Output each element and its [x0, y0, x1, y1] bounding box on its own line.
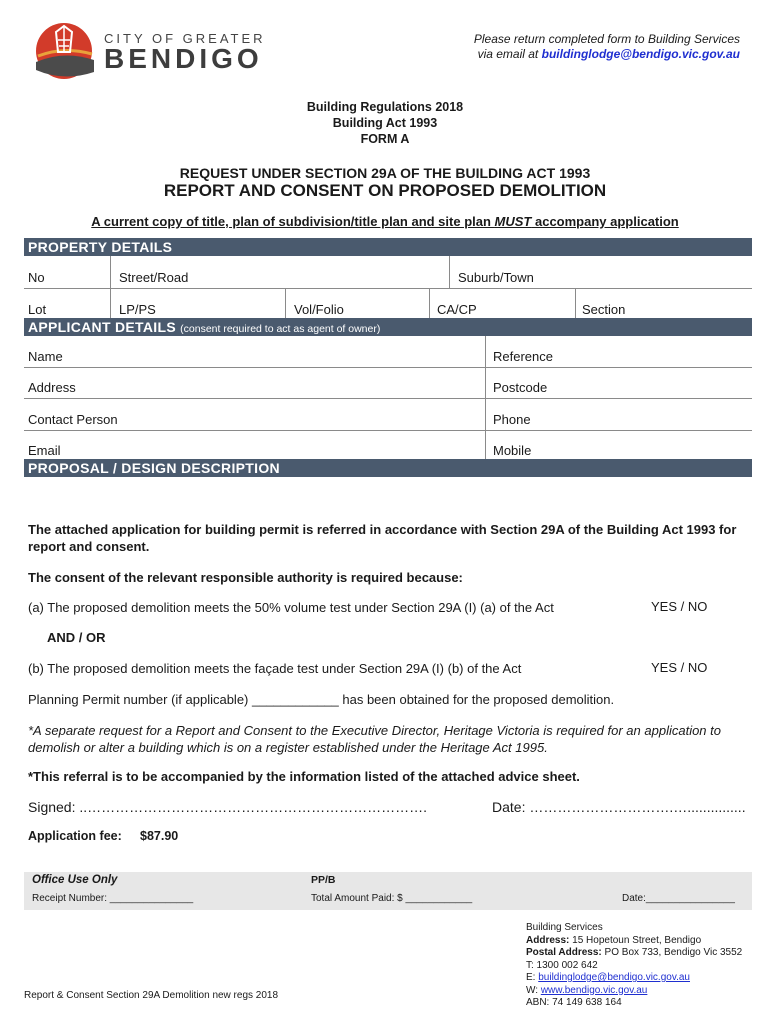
footer-web-link[interactable]: www.bendigo.vic.gov.au	[540, 984, 648, 996]
city-logo-emblem-icon	[34, 22, 98, 80]
footer-document-name: Report & Consent Section 29A Demolition new regs 2018	[24, 990, 279, 1001]
footer-address	[526, 935, 766, 948]
office-use-box	[24, 872, 752, 910]
applicant-row-divider	[24, 398, 752, 399]
footer-email-link[interactable]: buildinglodge@bendigo.vic.gov.au	[538, 972, 690, 983]
office-date[interactable]: Date:________________	[622, 893, 735, 904]
field-vol-folio[interactable]: Vol/Folio	[294, 302, 344, 317]
field-street-road[interactable]: Street/Road	[119, 270, 189, 285]
property-divider	[429, 288, 430, 320]
field-contact-person[interactable]: Contact Person	[28, 412, 118, 427]
planning-permit-line[interactable]: Planning Permit number (if applicable) ____________ has been obtained for the proposed demolition.	[28, 692, 615, 707]
proposal-item-a: (a) The proposed demolition meets the 50% volume test under Section 29A (I) (a) of the Act	[28, 600, 554, 615]
field-phone[interactable]: Phone	[493, 412, 531, 427]
regulations-line-2: Building Act 1993	[332, 116, 438, 130]
footer-phone: T: 1300 002 642	[526, 959, 598, 971]
field-no[interactable]: No	[28, 270, 45, 285]
proposal-item-b: (b) The proposed demolition meets the façade test under Section 29A (I) (b) of the Act	[28, 661, 522, 676]
footer-contact	[526, 922, 766, 1010]
heritage-note: *A separate request for a Report and Consent to the Executive Director, Heritage Victoria is required for an application to demolish or alter a building which is on a register established under the Heritage Act 1995.	[28, 723, 721, 755]
property-divider	[449, 256, 450, 288]
property-divider	[575, 288, 576, 320]
footer-address-value: 15 Hopetoun Street, Bendigo	[572, 934, 702, 946]
return-line-2	[400, 47, 740, 62]
footer-email-prefix: E:	[526, 972, 536, 983]
property-row-divider	[24, 288, 752, 289]
field-ca-cp[interactable]: CA/CP	[437, 302, 477, 317]
office-use-title: Office Use Only	[32, 874, 118, 886]
footer-email	[526, 972, 766, 985]
applicant-heading-note: (consent required to act as agent of owner)	[180, 323, 381, 335]
field-mobile[interactable]: Mobile	[493, 443, 532, 458]
and-or-label: AND / OR	[47, 630, 106, 645]
field-suburb-town[interactable]: Suburb/Town	[458, 270, 534, 285]
property-divider	[285, 288, 286, 320]
date-field[interactable]: Date: ………………………….…...............	[492, 799, 746, 815]
return-prefix: via email at	[477, 47, 539, 61]
application-fee-label: Application fee:	[28, 829, 122, 843]
proposal-consent-required: The consent of the relevant responsible authority is required because:	[28, 570, 463, 585]
logo-text-city: CITY OF GREATER	[104, 31, 266, 46]
applicant-details-heading	[24, 318, 752, 336]
field-email[interactable]: Email	[28, 443, 61, 458]
referral-note: *This referral is to be accompanied by the information listed of the attached advice sheet.	[28, 769, 580, 784]
field-postcode[interactable]: Postcode	[493, 380, 548, 395]
return-email-link[interactable]: buildinglodge@bendigo.vic.gov.au	[541, 47, 740, 61]
field-lp-ps[interactable]: LP/PS	[119, 302, 156, 317]
item-b-yes-no[interactable]: YES / NO	[651, 660, 708, 675]
footer-address-label: Address:	[526, 934, 570, 946]
office-total-amount[interactable]: Total Amount Paid: $ ____________	[311, 893, 473, 904]
footer-postal-value: PO Box 733, Bendigo Vic 3552	[604, 947, 743, 958]
footer-postal-label: Postal Address:	[526, 947, 602, 958]
title-notice	[0, 214, 770, 229]
office-receipt-number[interactable]: Receipt Number: _______________	[32, 893, 194, 904]
applicant-row-divider	[24, 367, 752, 368]
proposal-heading: PROPOSAL / DESIGN DESCRIPTION	[24, 459, 752, 477]
property-details-heading: PROPERTY DETAILS	[24, 238, 752, 256]
office-ppb: PP/B	[311, 874, 336, 886]
notice-text-before: A current copy of title, plan of subdivision/title plan and site plan	[91, 214, 495, 229]
field-address[interactable]: Address	[28, 380, 76, 395]
return-line-1: Please return completed form to Building Services	[473, 32, 740, 46]
field-name[interactable]: Name	[28, 349, 63, 364]
item-a-yes-no[interactable]: YES / NO	[651, 599, 708, 614]
applicant-row-divider	[24, 430, 752, 431]
footer-web	[526, 985, 766, 998]
logo-text-bendigo: BENDIGO	[104, 43, 263, 74]
footer-web-prefix: W:	[526, 984, 539, 996]
return-instructions	[400, 32, 740, 62]
signed-field[interactable]: Signed: ..……………………………………………………………….	[28, 799, 428, 815]
proposal-referral-paragraph: The attached application for building permit is referred in accordance with Section 29A of the Building Act 1993 for report and consent.	[28, 522, 737, 554]
footer-postal	[526, 947, 766, 960]
regulations-block	[0, 99, 770, 147]
field-lot[interactable]: Lot	[28, 302, 47, 317]
application-fee-value: $87.90	[140, 829, 179, 843]
footer-dept: Building Services	[526, 922, 603, 933]
regulations-line-3: FORM A	[360, 132, 410, 146]
footer-abn: ABN: 74 149 638 164	[526, 997, 622, 1008]
main-title: REPORT AND CONSENT ON PROPOSED DEMOLITION	[163, 181, 607, 200]
regulations-line-1: Building Regulations 2018	[306, 100, 464, 114]
applicant-heading-text: APPLICANT DETAILS	[28, 319, 176, 335]
notice-text-after: accompany application	[531, 214, 679, 229]
field-section[interactable]: Section	[582, 302, 626, 317]
notice-must: MUST	[494, 214, 532, 229]
request-title: REQUEST UNDER SECTION 29A OF THE BUILDING ACT 1993	[179, 165, 591, 181]
field-reference[interactable]: Reference	[493, 349, 553, 364]
